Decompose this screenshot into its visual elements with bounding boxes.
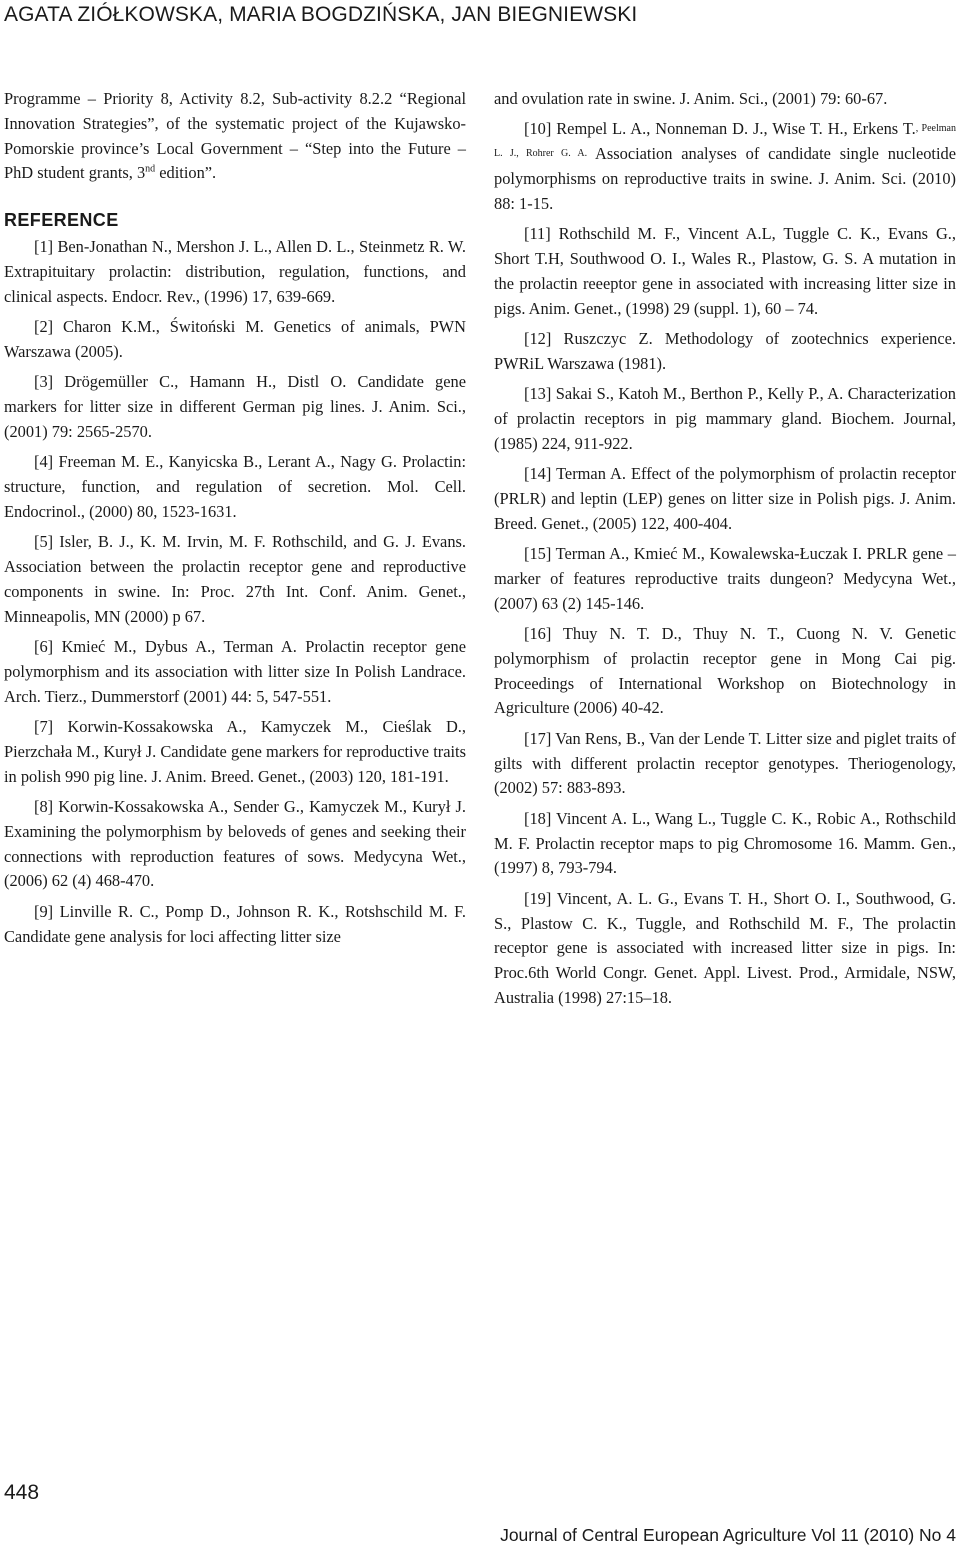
reference-item-5: [5] Isler, B. J., K. M. Irvin, M. F. Rothschild, and G. J. Evans. Association between the prolactin receptor gene and reproductive components in swine. In: Proc. 27th Int. Conf. Anim. Genet., Minneapolis, MN (2000) p 67. [4, 532, 466, 626]
funding-text: Programme – Priority 8, Activity 8.2, Sub-activity 8.2.2 “Regional Innovation Strategies”, of the systematic project of the Kujawsko-Pomorskie province’s Local Government – “Step into the Future – PhD student grants, 3 [4, 89, 466, 183]
reference-item-4: [4] Freeman M. E., Kanyicska B., Lerant A., Nagy G. Prolactin: structure, function, and regulation of secretion. Mol. Cell. Endocrinol., (2000) 80, 1523-1631. [4, 452, 466, 521]
reference-item-16: [16] Thuy N. T. D., Thuy N. T., Cuong N. V. Genetic polymorphism of prolactin receptor gene in Mong Cai pig. Proceedings of International Workshop on Biotechnology in Agriculture (2006) 40-42. [494, 624, 956, 718]
reference-item-14: [14] Terman A. Effect of the polymorphism of prolactin receptor (PRLR) and leptin (LEP) genes on litter size in Polish pigs. J. Anim. Breed. Genet., (2005) 122, 400-404. [494, 464, 956, 533]
reference-item-10 [494, 117, 956, 216]
reference-item-15: [15] Terman A., Kmieć M., Kowalewska-Łuczak I. PRLR gene – marker of features reproductive traits dungeon? Medycyna Wet., (2007) 63 (2) 145-146. [494, 544, 956, 613]
funding-text-end: edition”. [155, 163, 217, 183]
reference-heading: REFERENCE [4, 210, 119, 231]
reference-item-12: [12] Ruszczyc Z. Methodology of zootechnics experience. PWRiL Warszawa (1981). [494, 328, 956, 373]
reference-item-11: [11] Rothschild M. F., Vincent A.L, Tuggle C. K., Evans G., Short T.H, Southwood O. I., Wales R., Plastow, G. S. A mutation in the prolactin reeeptor gene in associated with increasing litter size in pigs. Anim. Genet., (1998) 29 (suppl. 1), 60 – 74. [494, 224, 956, 318]
reference-item-2: [2] Charon K.M., Świtoński M. Genetics of animals, PWN Warszawa (2005). [4, 317, 466, 361]
running-header-authors: AGATA ZIÓŁKOWSKA, MARIA BOGDZIŃSKA, JAN BIEGNIEWSKI [4, 3, 638, 26]
reference-item-19: [19] Vincent, A. L. G., Evans T. H., Short O. I., Southwood, G. S., Plastow C. K., Tuggle, and Rothschild M. F., The prolactin receptor gene is associated with increased litter size in pigs. In: Proc.6th World Congr. Genet. Appl. Livest. Prod., Armidale, NSW, Australia (1998) 27:15–18. [494, 888, 956, 1008]
reference-10-small-authors: , Peelman L. J., Rohrer G. A. [494, 123, 956, 160]
reference-item-6: [6] Kmieć M., Dybus A., Terman A. Prolactin receptor gene polymorphism and its association with litter size In Polish Landrace. Arch. Tierz., Dummerstorf (2001) 44: 5, 547-551. [4, 637, 466, 706]
reference-item-13: [13] Sakai S., Katoh M., Berthon P., Kelly P., A. Characterization of prolactin receptors in pig mammary gland. Biochem. Journal, (1985) 224, 911-922. [494, 384, 956, 453]
ordinal-superscript: nd [145, 163, 156, 175]
reference-item-3: [3] Drögemüller C., Hamann H., Distl O. Candidate gene markers for litter size in different German pig lines. J. Anim. Sci., (2001) 79: 2565-2570. [4, 372, 466, 441]
left-column [4, 87, 466, 955]
right-column [494, 87, 956, 1016]
reference-10-end: Association analyses of candidate single nucleotide polymorphisms on reproductive traits in swine. J. Anim. Sci. (2010) 88: 1-15. [494, 144, 956, 213]
journal-footer: Journal of Central European Agriculture Vol 11 (2010) No 4 [500, 1525, 956, 1545]
funding-statement [4, 87, 466, 186]
reference-item-7: [7] Korwin-Kossakowska A., Kamyczek M., Cieślak D., Pierzchała M., Kurył J. Candidate gene markers for reproductive traits in polish 990 pig line. J. Anim. Breed. Genet., (2003) 120, 181-191. [4, 717, 466, 786]
reference-10-start: [10] Rempel L. A., Nonneman D. J., Wise T. H., Erkens T. [524, 119, 916, 139]
reference-item-8: [8] Korwin-Kossakowska A., Sender G., Kamyczek M., Kurył J. Examining the polymorphism by beloveds of genes and seeking their connections with reproduction features of sows. Medycyna Wet., (2006) 62 (4) 468-470. [4, 797, 466, 891]
page-number: 448 [4, 1481, 40, 1504]
reference-item-9: [9] Linville R. C., Pomp D., Johnson R. K., Rotshschild M. F. Candidate gene analysis for loci affecting litter size [4, 901, 466, 946]
reference-item-18: [18] Vincent A. L., Wang L., Tuggle C. K., Robic A., Rothschild M. F. Prolactin receptor maps to pig Chromosome 16. Mamm. Gen., (1997) 8, 793-794. [494, 808, 956, 878]
reference-item-9-continued: and ovulation rate in swine. J. Anim. Sci., (2001) 79: 60-67. [494, 89, 888, 108]
reference-item-17: [17] Van Rens, B., Van der Lende T. Litter size and piglet traits of gilts with different prolactin receptor genotypes. Theriogenology, (2002) 57: 883-893. [494, 728, 956, 798]
reference-item-1: [1] Ben-Jonathan N., Mershon J. L., Allen D. L., Steinmetz R. W. Extrapituitary prolactin: distribution, regulation, functions, and clinical aspects. Endocr. Rev., (1996) 17, 639-669. [4, 237, 466, 306]
